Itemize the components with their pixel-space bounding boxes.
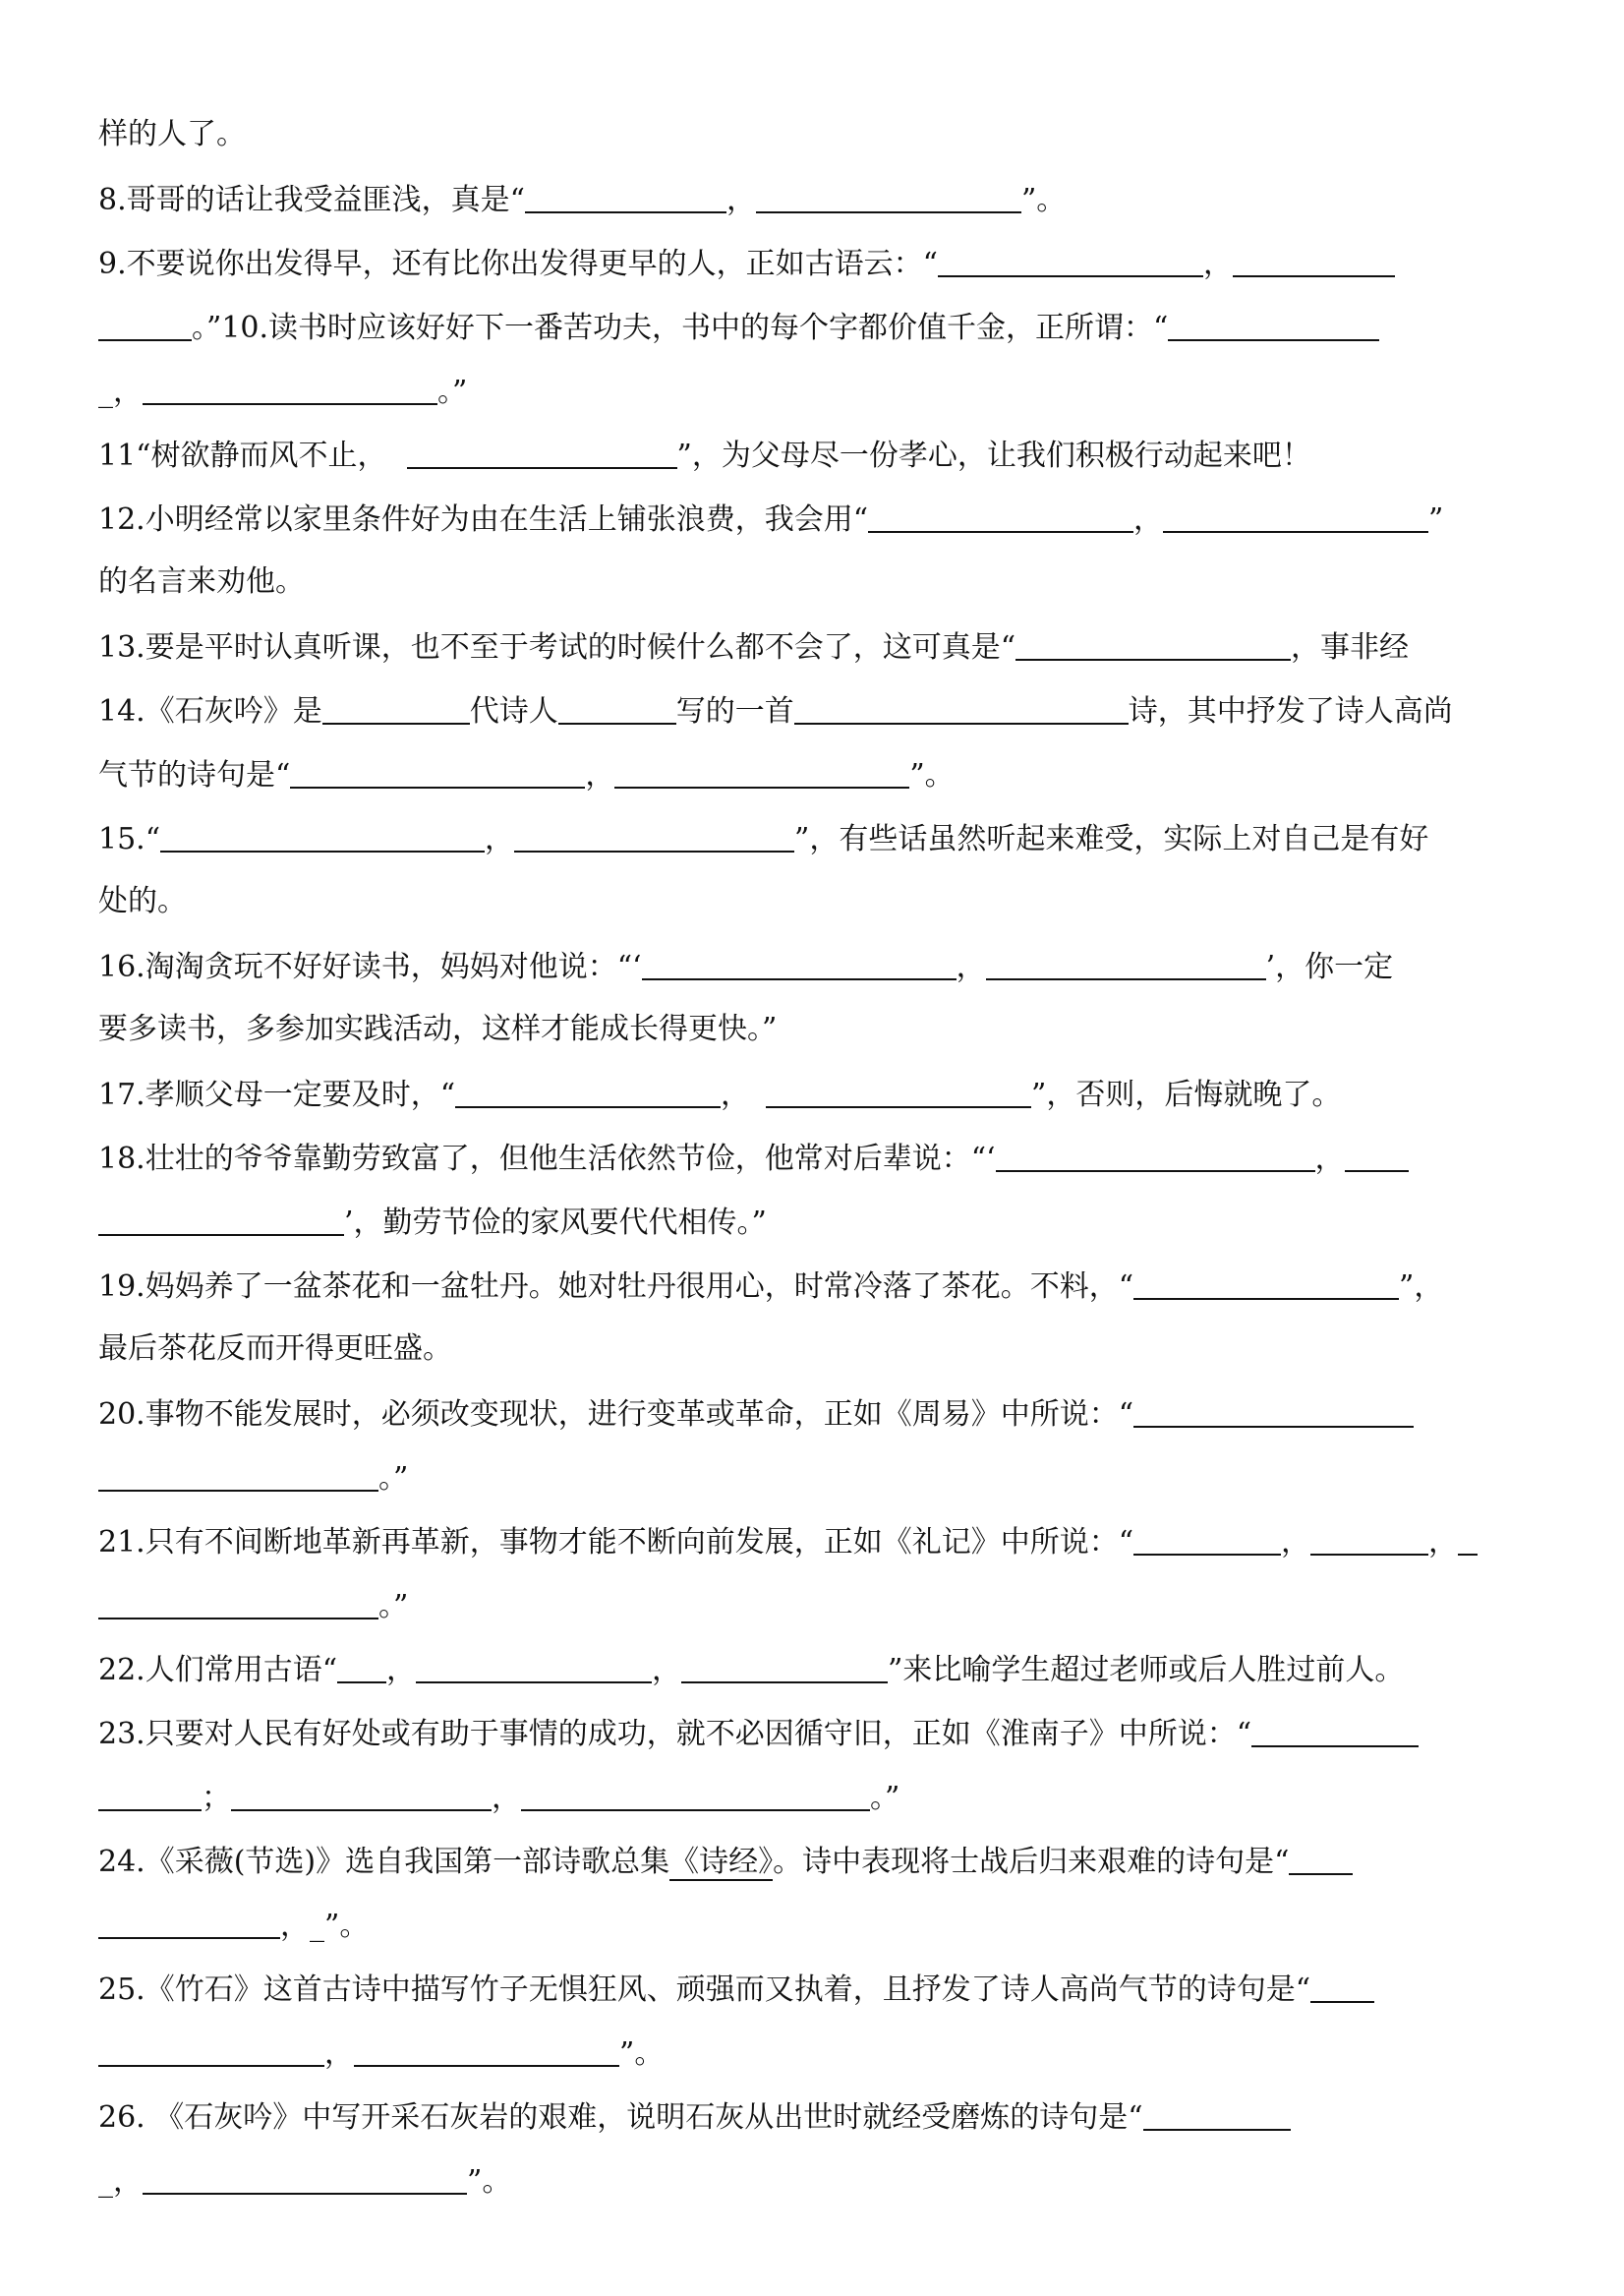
answer-blank[interactable]	[98, 302, 192, 341]
answer-blank[interactable]	[868, 494, 1133, 533]
answer-blank[interactable]	[558, 685, 676, 725]
question-10	[98, 302, 1545, 351]
question-12	[98, 494, 1545, 543]
answer-blank[interactable]	[160, 813, 485, 853]
text: _，	[98, 2164, 143, 2199]
question-23	[98, 1708, 1545, 1757]
answer-blank[interactable]	[1133, 1388, 1414, 1428]
text: ”。	[1020, 183, 1067, 217]
text: 最后茶花反而开得更旺盛。	[98, 1331, 452, 1366]
question-17	[98, 1069, 1545, 1118]
question-18-cont	[98, 1197, 1545, 1246]
answer-blank[interactable]	[1133, 1516, 1281, 1556]
text: 12.小明经常以家里条件好为由在生活上铺张浪费，我会用“	[98, 502, 869, 537]
text: ，	[725, 183, 756, 217]
text: ，	[280, 1909, 310, 1943]
question-11	[98, 430, 1545, 479]
text: 8.哥哥的话让我受益匪浅，真是“	[98, 183, 525, 217]
answer-blank[interactable]	[1143, 2091, 1291, 2131]
question-14-cont	[98, 749, 1545, 798]
text: 22.人们常用古语“	[98, 1653, 338, 1687]
question-21-cont	[98, 1580, 1545, 1629]
text: _”。	[310, 1909, 370, 1943]
answer-blank[interactable]	[1163, 494, 1428, 533]
answer-blank[interactable]	[354, 2028, 619, 2067]
text: ，	[1428, 1525, 1459, 1560]
answer-blank[interactable]	[794, 685, 1129, 725]
text-line	[98, 110, 1545, 159]
answer-blank[interactable]	[756, 174, 1021, 213]
answer-blank[interactable]	[681, 1644, 888, 1683]
question-14	[98, 685, 1545, 735]
answer-blank[interactable]	[1310, 1516, 1428, 1556]
text: ”，有些话虽然听起来难受，实际上对自己是有好	[794, 822, 1429, 856]
text: ”，	[1399, 1269, 1444, 1304]
text: ；	[202, 1781, 231, 1815]
text: ”，否则，后悔就晚了。	[1031, 1078, 1342, 1112]
text: 。”	[378, 1461, 409, 1496]
text: 11“树欲静而风不止，	[98, 439, 387, 473]
text: ，	[1202, 247, 1233, 281]
text: ，	[386, 1653, 417, 1687]
answer-blank[interactable]	[337, 1644, 386, 1683]
answer-blank[interactable]	[407, 430, 677, 469]
text: ，	[485, 822, 515, 856]
text: 25.《竹石》这首古诗中描写竹子无惧狂风、顽强而又执着，且抒发了诗人高尚气节的诗句是“	[98, 1972, 1311, 2007]
answer-blank[interactable]	[938, 238, 1203, 277]
text: 19.妈妈养了一盆茶花和一盆牡丹。她对牡丹很用心，时常冷落了茶花。不料，“	[98, 1269, 1134, 1304]
question-22	[98, 1644, 1545, 1693]
question-16-cont	[98, 1005, 1545, 1054]
text: ”	[1428, 502, 1444, 537]
text: ’，你一定	[1265, 950, 1394, 984]
book-title-underlined: 《诗经》	[669, 1845, 774, 1879]
question-13	[98, 621, 1545, 671]
text: 。”	[378, 1589, 409, 1623]
question-25	[98, 1964, 1545, 2013]
text: 要多读书，多参加实践活动，这样才能成长得更快。”	[98, 1012, 778, 1046]
text: 20.事物不能发展时，必须改变现状，进行变革或革命，正如《周易》中所说：“	[98, 1397, 1134, 1432]
text: 。”10.读书时应该好好下一番苦功夫，书中的每个字都价值千金，正所谓：“	[192, 311, 1169, 345]
question-19	[98, 1261, 1545, 1310]
answer-blank[interactable]	[986, 941, 1266, 980]
question-25-cont	[98, 2028, 1545, 2077]
question-19-cont	[98, 1325, 1545, 1374]
text: 14.《石灰吟》是	[98, 694, 322, 729]
answer-blank[interactable]	[143, 2155, 467, 2195]
text: 16.淘淘贪玩不好好读书，妈妈对他说：“‘	[98, 950, 642, 984]
answer-blank[interactable]	[1233, 238, 1395, 277]
answer-blank[interactable]	[98, 1900, 280, 1939]
text: 21.只有不间断地革新再革新，事物才能不断向前发展，正如《礼记》中所说：“	[98, 1525, 1134, 1560]
text: ，	[956, 950, 986, 984]
text: ，	[721, 1078, 751, 1112]
text: 。诗中表现将士战后归来艰难的诗句是“	[773, 1845, 1290, 1879]
text: 17.孝顺父母一定要及时，“	[98, 1078, 456, 1112]
answer-blank[interactable]	[766, 1069, 1031, 1108]
question-15	[98, 813, 1545, 862]
question-24-cont	[98, 1900, 1545, 1949]
text: ，	[1314, 1142, 1345, 1176]
question-23-cont	[98, 1772, 1545, 1821]
question-8	[98, 174, 1545, 223]
answer-blank[interactable]	[416, 1644, 652, 1683]
text: ，	[324, 2036, 354, 2071]
answer-blank[interactable]	[98, 1452, 378, 1492]
answer-blank[interactable]	[1345, 1133, 1409, 1172]
answer-blank[interactable]	[98, 1197, 344, 1236]
question-12-cont	[98, 558, 1545, 607]
text: 气节的诗句是“	[98, 758, 291, 793]
question-26	[98, 2091, 1545, 2141]
question-16	[98, 941, 1545, 990]
text: 26. 《石灰吟》中写开采石灰岩的艰难，说明石灰从出世时就经受磨炼的诗句是“	[98, 2100, 1143, 2135]
answer-blank[interactable]	[1458, 1516, 1478, 1556]
question-10-cont	[98, 366, 1545, 415]
answer-blank[interactable]	[322, 685, 470, 725]
question-20	[98, 1388, 1545, 1438]
text: ，	[1281, 1525, 1311, 1560]
text: 。”	[437, 375, 468, 409]
text: ，	[1133, 502, 1164, 537]
question-21	[98, 1516, 1545, 1565]
answer-blank[interactable]	[455, 1069, 721, 1108]
answer-blank[interactable]	[525, 174, 726, 213]
text: 9.不要说你出发得早，还有比你出发得更早的人，正如古语云：“	[98, 247, 938, 281]
answer-blank[interactable]	[1133, 1261, 1399, 1300]
answer-blank[interactable]	[98, 1772, 202, 1811]
answer-blank[interactable]	[642, 941, 957, 980]
answer-blank[interactable]	[514, 813, 794, 853]
question-20-cont	[98, 1452, 1545, 1501]
answer-blank[interactable]	[143, 366, 437, 405]
text: ”。	[619, 2036, 665, 2071]
question-15-cont	[98, 877, 1545, 926]
question-26-cont	[98, 2155, 1545, 2205]
text: ”来比喻学生超过老师或后人胜过前人。	[888, 1653, 1405, 1687]
text: 的名言来劝他。	[98, 564, 305, 599]
answer-blank[interactable]	[290, 749, 585, 789]
answer-blank[interactable]	[98, 2028, 324, 2067]
answer-blank[interactable]	[521, 1772, 870, 1811]
text: 样的人了。	[98, 117, 246, 151]
text: ”，为父母尽一份孝心，让我们积极行动起来吧！	[676, 439, 1311, 473]
text: ，事非经	[1291, 630, 1410, 665]
answer-blank[interactable]	[1251, 1708, 1419, 1747]
text: 。”	[870, 1781, 900, 1815]
text: 18.壮壮的爷爷靠勤劳致富了，但他生活依然节俭，他常对后辈说：“‘	[98, 1142, 996, 1176]
answer-blank[interactable]	[231, 1772, 492, 1811]
answer-blank[interactable]	[98, 1580, 378, 1619]
answer-blank[interactable]	[1168, 302, 1379, 341]
answer-blank[interactable]	[1310, 1964, 1374, 2003]
text: 诗，其中抒发了诗人高尚	[1128, 694, 1453, 729]
text: _，	[98, 375, 143, 409]
question-24	[98, 1836, 1545, 1885]
question-9	[98, 238, 1545, 287]
text: ，	[492, 1781, 521, 1815]
text: 15.“	[98, 822, 161, 856]
text: 13.要是平时认真听课，也不至于考试的时候什么都不会了，这可真是“	[98, 630, 1016, 665]
text: 处的。	[98, 884, 187, 918]
text: 23.只要对人民有好处或有助于事情的成功，就不必因循守旧，正如《淮南子》中所说：“	[98, 1717, 1252, 1751]
text: ’，勤劳节俭的家风要代代相传。”	[344, 1206, 767, 1240]
answer-blank[interactable]	[1289, 1836, 1353, 1875]
text: ，	[652, 1653, 682, 1687]
answer-blank[interactable]	[614, 749, 909, 789]
question-18	[98, 1133, 1545, 1182]
answer-blank[interactable]	[1015, 621, 1291, 661]
text: ，	[585, 758, 615, 793]
text: ”。	[909, 758, 955, 793]
text: ”。	[467, 2164, 512, 2199]
text: 代诗人	[469, 694, 558, 729]
text: 写的一首	[675, 694, 794, 729]
text: 24.《采薇(节选)》选自我国第一部诗歌总集	[98, 1845, 670, 1879]
answer-blank[interactable]	[996, 1133, 1315, 1172]
